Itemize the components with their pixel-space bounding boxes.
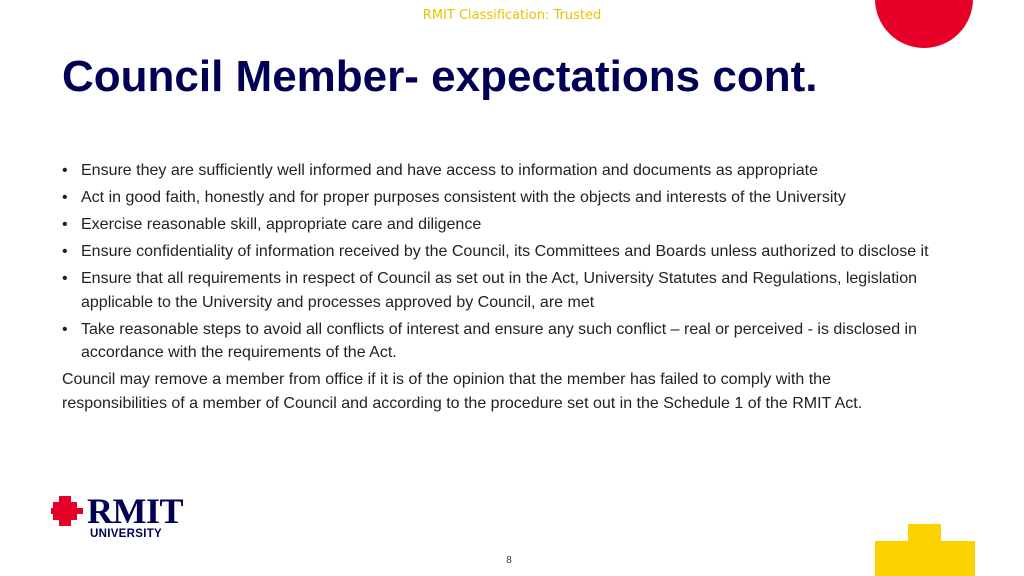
bullet-text: Exercise reasonable skill, appropriate care and diligence	[81, 216, 482, 233]
slide-body	[62, 159, 932, 415]
bullet-marker: •	[62, 189, 68, 206]
logo-subtitle: UNIVERSITY	[90, 528, 163, 540]
bullet-text: Take reasonable steps to avoid all conflicts of interest and ensure any such conflict – real or perceived - is disclosed in accordance with the requirements of the Act.	[81, 320, 917, 361]
bullet-item	[62, 186, 932, 210]
bullet-marker: •	[62, 270, 68, 287]
bullet-marker: •	[62, 216, 68, 233]
page-number: 8	[506, 555, 512, 566]
logo-wordmark: RMIT	[87, 491, 183, 531]
bullet-marker: •	[62, 320, 68, 338]
bullet-list	[62, 159, 932, 365]
bullet-item	[62, 159, 932, 183]
classification-label: RMIT Classification: Trusted	[422, 8, 602, 23]
red-circle-decoration	[875, 0, 973, 48]
rmit-logo	[51, 491, 191, 544]
bullet-item	[62, 213, 932, 237]
bullet-text: Ensure they are sufficiently well informed and have access to information and documents as appropriate	[81, 162, 818, 179]
bullet-marker: •	[62, 243, 68, 260]
yellow-steps-decoration	[875, 524, 975, 576]
bullet-item	[62, 240, 932, 264]
bullet-text: Act in good faith, honestly and for proper purposes consistent with the objects and interests of the University	[81, 189, 846, 206]
bullet-item	[62, 267, 932, 314]
bullet-text: Ensure confidentiality of information received by the Council, its Committees and Boards unless authorized to disclose it	[81, 243, 929, 260]
bullet-text: Ensure that all requirements in respect of Council as set out in the Act, University Statutes and Regulations, legislation applicable to the University and processes approved by Council, are met	[81, 270, 917, 311]
rmit-pixel-mark-icon	[51, 496, 85, 530]
bullet-item	[62, 318, 932, 365]
closing-paragraph: Council may remove a member from office if it is of the opinion that the member has failed to comply with the responsibilities of a member of Council and according to the procedure set out in the Schedule 1 of the RMIT Act.	[62, 371, 863, 412]
slide-title: Council Member- expectations cont.	[62, 52, 818, 101]
bullet-marker: •	[62, 162, 68, 179]
